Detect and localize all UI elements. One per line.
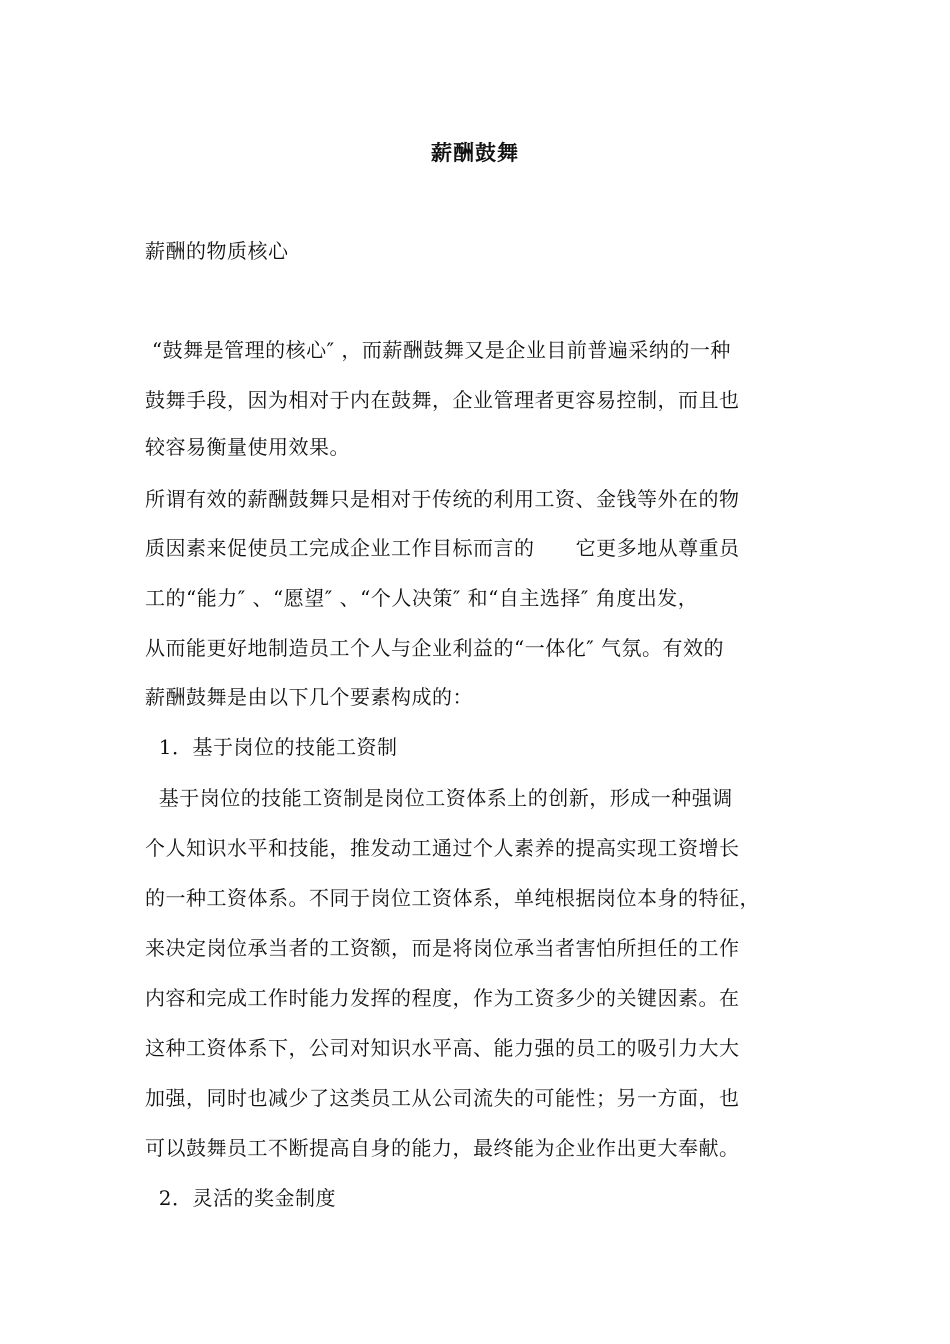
paragraph-line: 来决定岗位承当者的工资额，而是将岗位承当者害怕所担任的工作	[145, 936, 740, 960]
paragraph-line: 这种工资体系下，公司对知识水平高、能力强的员工的吸引力大大	[145, 1036, 740, 1060]
paragraph-line: 可以鼓舞员工不断提高自身的能力，最终能为企业作出更大奉献。	[145, 1136, 740, 1160]
paragraph-line: 个人知识水平和技能，推发动工通过个人素养的提高实现工资增长	[145, 836, 740, 860]
section-heading: 薪酬的物质核心	[145, 239, 289, 263]
subsection-heading: 1．基于岗位的技能工资制	[145, 735, 398, 759]
paragraph-line: 薪酬鼓舞是由以下几个要素构成的：	[145, 685, 473, 709]
paragraph-line: 的一种工资体系。不同于岗位工资体系，单纯根据岗位本身的特征，	[145, 886, 760, 910]
paragraph-line: 所谓有效的薪酬鼓舞只是相对于传统的利用工资、金钱等外在的物	[145, 487, 740, 511]
paragraph-line: 鼓舞手段，因为相对于内在鼓舞，企业管理者更容易控制，而且也	[145, 388, 740, 412]
paragraph-line: 内容和完成工作时能力发挥的程度，作为工资多少的关键因素。在	[145, 986, 740, 1010]
paragraph-line: 工的“能力″ 、“愿望″ 、“个人决策″ 和“自主选择″ 角度出发，	[145, 586, 699, 610]
paragraph-line: 质因素来促使员工完成企业工作目标而言的 它更多地从尊重员	[145, 536, 740, 560]
paragraph-line: 较容易衡量使用效果。	[145, 435, 350, 459]
paragraph-line: “鼓舞是管理的核心″ ，而薪酬鼓舞又是企业目前普遍采纳的一种	[145, 338, 731, 362]
paragraph-line: 从而能更好地制造员工个人与企业利益的“一体化″ 气氛。有效的	[145, 636, 725, 660]
document-title: 薪酬鼓舞	[431, 141, 519, 165]
paragraph-line: 加强，同时也减少了这类员工从公司流失的可能性；另一方面，也	[145, 1086, 740, 1110]
subsection-heading: 2．灵活的奖金制度	[145, 1186, 336, 1210]
paragraph-line: 基于岗位的技能工资制是岗位工资体系上的创新，形成一种强调	[145, 786, 733, 810]
